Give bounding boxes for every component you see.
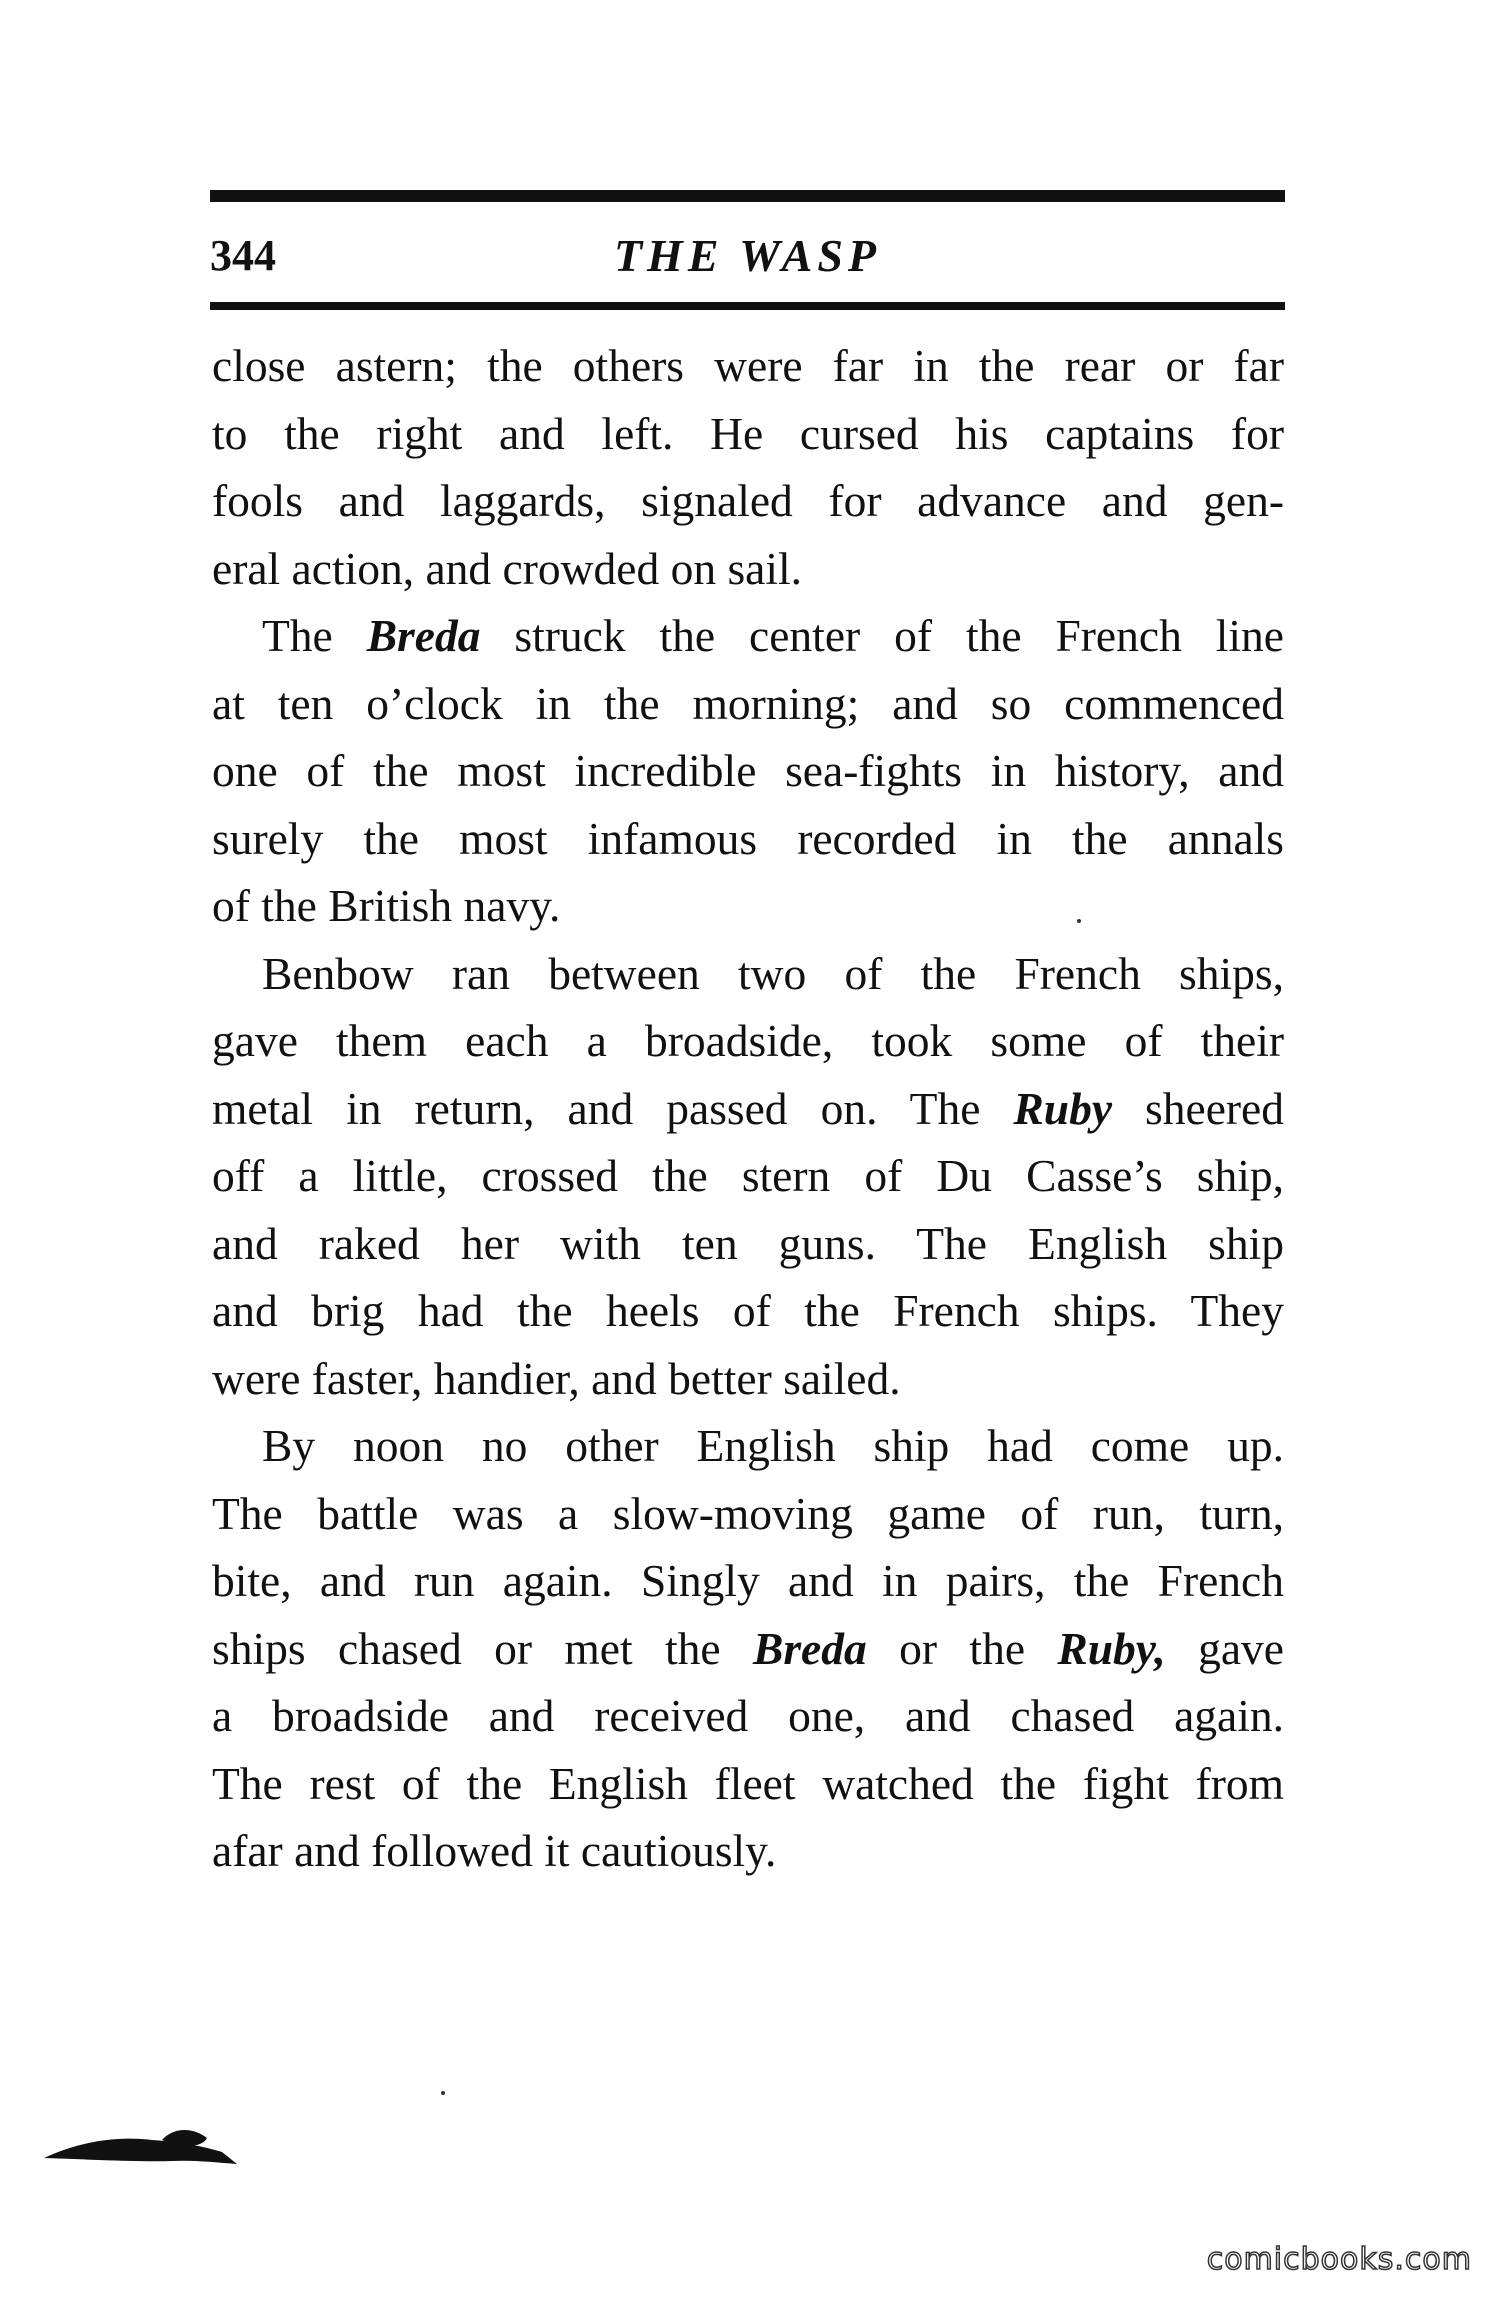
text-line: and brig had the heels of the French ships. They [212,1285,1284,1336]
text-line: By noon no other English ship had come up. [262,1420,1284,1471]
text-line: off a little, crossed the stern of Du Casse’s ship, [212,1150,1284,1201]
text-line: bite, and run again. Singly and in pairs, the French [212,1555,1284,1606]
text-segment: The [262,610,367,661]
running-title: THE WASP [613,230,882,281]
ship-name: Ruby [1013,1082,1113,1134]
ship-name: Ruby, [1057,1622,1166,1674]
page-number: 344 [210,231,276,280]
text-segment: or the [866,1622,1058,1674]
text-segment: struck the center of the French line [480,610,1284,661]
body-text [212,332,1284,1885]
text-line: a broadside and received one, and chased again. [212,1690,1284,1741]
running-head [210,224,1285,288]
text-line [212,1075,1284,1143]
text-segment: ships chased or met the [212,1622,753,1674]
text-line: gave them each a broadside, took some of their [212,1015,1284,1066]
text-segment: gave [1165,1622,1284,1674]
print-speck [441,2091,445,2095]
text-line: fools and laggards, signaled for advance and gen- [212,475,1284,526]
text-line: The battle was a slow-moving game of run, turn, [212,1487,1284,1539]
text-line [212,602,1284,670]
print-speck [1077,919,1081,923]
watermark: comicbooks.com [1206,2242,1472,2277]
ship-name: Breda [753,1622,867,1674]
header-rule-bottom [210,302,1285,310]
text-segment: metal in return, and passed on. The [212,1082,1014,1134]
text-line: and raked her with ten guns. The English ship [212,1217,1284,1269]
header-rule-top [210,190,1285,202]
text-line: surely the most infamous recorded in the annals [212,812,1284,864]
fleuron-ornament-icon [42,2118,242,2168]
text-line [212,1615,1284,1683]
text-line: were faster, handier, and better sailed. [212,1352,901,1404]
text-line: close astern; the others were far in the rear or far [212,340,1284,391]
text-line: one of the most incredible sea-fights in history, and [212,745,1284,796]
ship-name: Breda [366,610,481,661]
text-line: afar and followed it cautiously. [212,1825,777,1876]
text-line: of the British navy. [212,880,561,931]
text-line: eral action, and crowded on sail. [212,542,803,594]
text-line: to the right and left. He cursed his captains for [212,407,1284,459]
text-line: The rest of the English fleet watched the fight from [212,1757,1284,1809]
text-segment: sheered [1112,1082,1284,1134]
text-line: Benbow ran between two of the French ships, [262,947,1284,999]
text-line: at ten o’clock in the morning; and so commenced [212,677,1284,729]
